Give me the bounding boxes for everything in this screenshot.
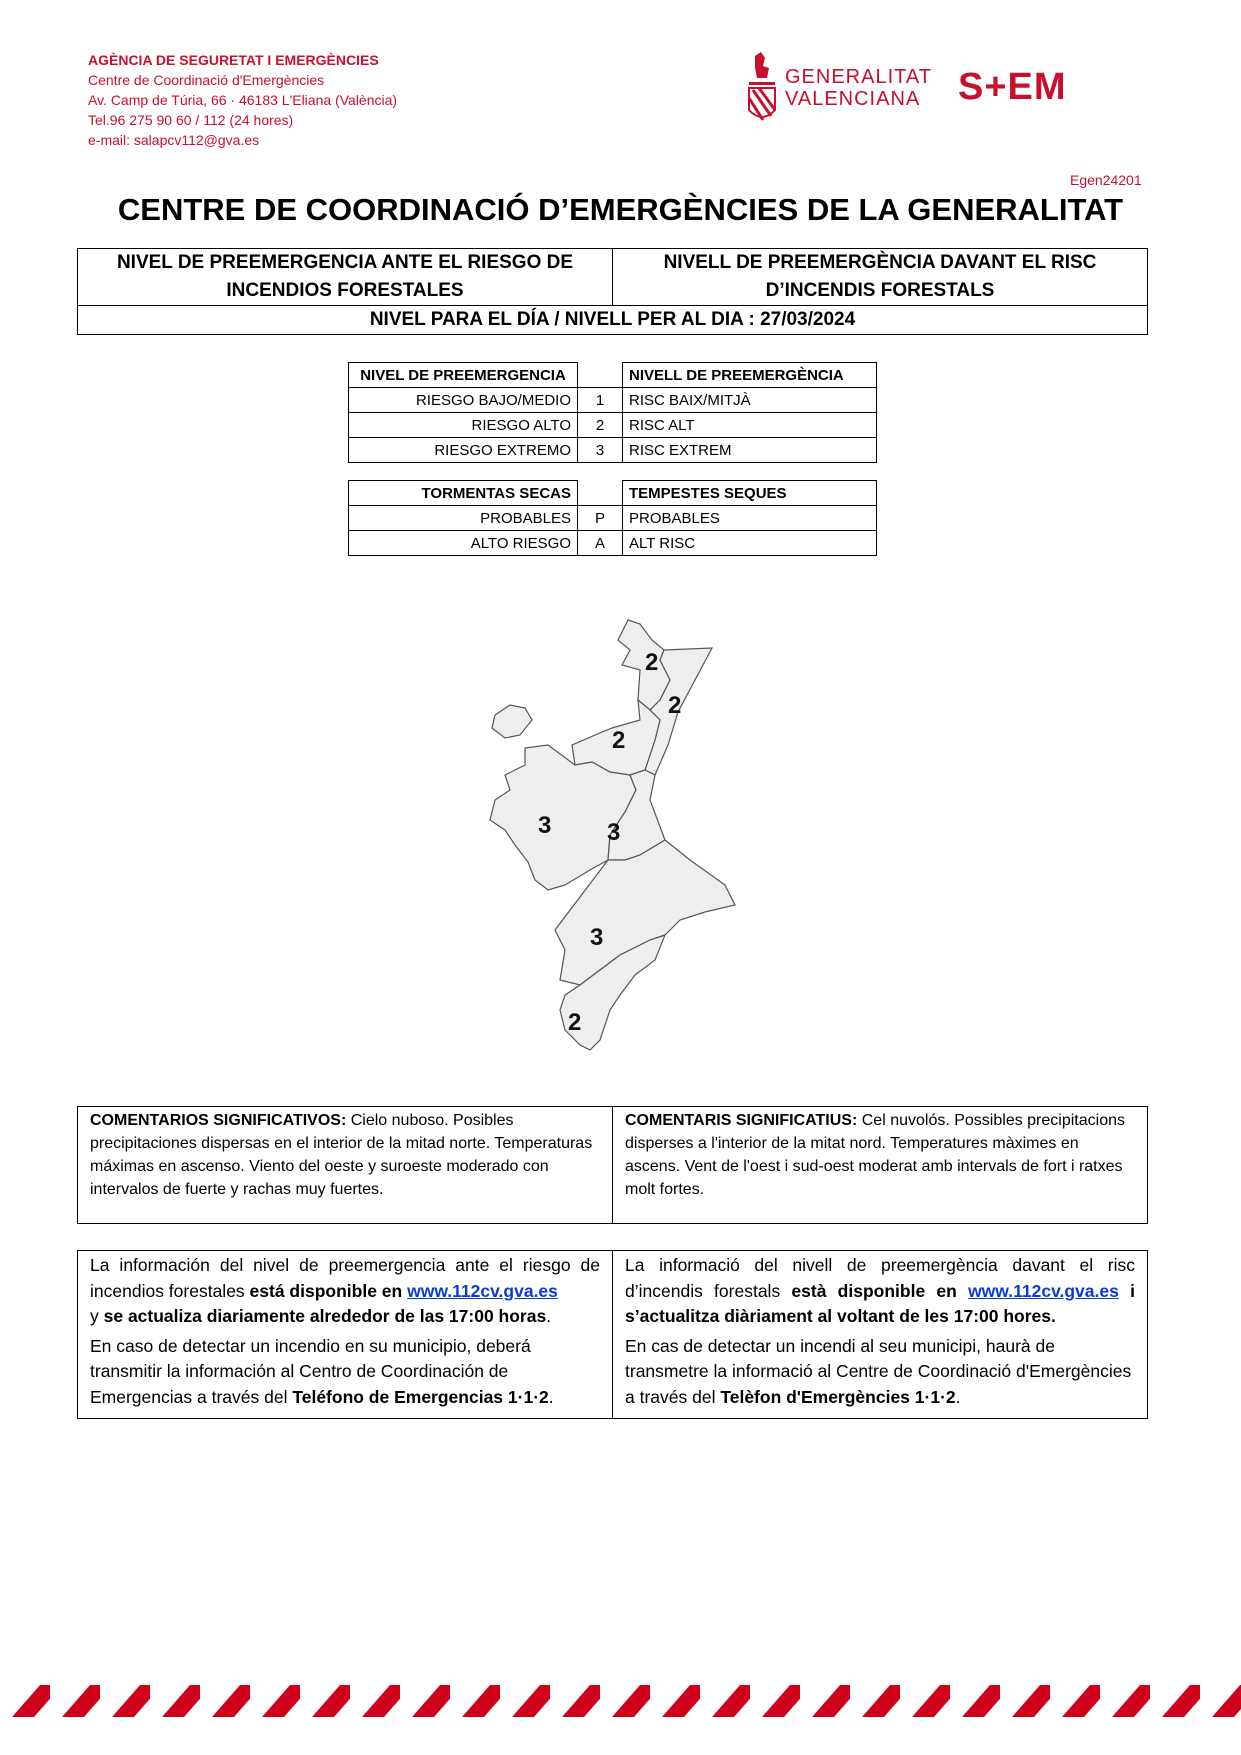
agency-center: Centre de Coordinació d'Emergències <box>88 72 325 88</box>
generalitat-line2: VALENCIANA <box>785 88 921 110</box>
website-link[interactable]: www.112cv.gva.es <box>968 1280 1119 1301</box>
storms-header-es: TORMENTAS SECAS <box>349 481 578 506</box>
agency-phone: Tel.96 275 90 60 / 112 (24 hores) <box>88 112 294 128</box>
agency-email: e-mail: salapcv112@gva.es <box>88 132 260 148</box>
levels-legend <box>348 362 877 463</box>
table-row: RIESGO BAJO/MEDIO 1 RISC BAIX/MITJÀ <box>349 388 877 413</box>
date-line: NIVEL PARA EL DÍA / NIVELL PER AL DIA : 27/03/2024 <box>78 306 1148 335</box>
header-table <box>77 248 1148 335</box>
document-code: Egen24201 <box>1070 172 1142 188</box>
website-link[interactable]: www.112cv.gva.es <box>407 1280 558 1301</box>
levels-header-va: NIVELL DE PREEMERGÈNCIA <box>623 363 877 388</box>
generalitat-line1: GENERALITAT <box>785 66 932 88</box>
header-va: NIVELL DE PREEMERGÈNCIA DAVANT EL RISC D’INCENDIS FORESTALS <box>613 249 1148 306</box>
page-title: CENTRE DE COORDINACIÓ D’EMERGÈNCIES DE LA GENERALITAT <box>117 192 1124 227</box>
table-row: RIESGO ALTO 2 RISC ALT <box>349 413 877 438</box>
generalitat-emblem-icon <box>745 52 779 124</box>
map-level-label: 2 <box>568 1009 582 1036</box>
comments-table <box>77 1106 1148 1224</box>
region-map <box>470 610 750 1080</box>
info-table <box>77 1250 1148 1419</box>
map-zone-ademuz <box>492 705 532 738</box>
map-level-label: 2 <box>645 649 659 676</box>
map-level-label: 2 <box>612 727 626 754</box>
table-row: ALTO RIESGO A ALT RISC <box>349 531 877 556</box>
map-level-label: 3 <box>590 924 604 951</box>
generalitat-logo <box>745 52 932 124</box>
footer-stripes <box>0 1685 1241 1717</box>
comments-es: COMENTARIOS SIGNIFICATIVOS: Cielo nuboso. Posibles precipitaciones dispersas en el interior de la mitad norte. Temperaturas máximas en ascenso. Viento del oeste y suroeste moderado con intervalos de fuerte y rachas muy fuertes. <box>78 1107 613 1224</box>
levels-header-es: NIVEL DE PREEMERGENCIA <box>349 363 578 388</box>
info-va: La informació del nivell de preemergència davant el risc d’incendis forestals està disponible en www.112cv.gva.es i s’actualitza diàriament al voltant de les 17:00 hores. En cas de detectar un incendi al seu municipi, haurà de transmetre la informació al Centre de Coordinació d'Emergències a través del Telèfon d'Emergències 1·1·2. <box>613 1251 1148 1419</box>
info-es: La información del nivel de preemergencia ante el riesgo de incendios forestales está disponible en www.112cv.gva.es y se actualiza diariamente alrededor de las 17:00 horas. En caso de detectar un incendio en su municipio, deberá transmitir la información al Centro de Coordinación de Emergencias a través del Teléfono de Emergencias 1·1·2. <box>78 1251 613 1419</box>
table-row: PROBABLES P PROBABLES <box>349 506 877 531</box>
comments-va: COMENTARIS SIGNIFICATIUS: Cel nuvolós. Possibles precipitacions disperses a l'interior de la mitat nord. Temperatures màximes en ascens. Vent de l'oest i sud-oest moderat amb intervals de fort i ratxes molt fortes. <box>613 1107 1148 1224</box>
agency-name: AGÈNCIA DE SEGURETAT I EMERGÈNCIES <box>88 52 379 68</box>
sem-logo: S+EM <box>958 66 1067 108</box>
map-level-label: 3 <box>538 812 552 839</box>
agency-address: Av. Camp de Túria, 66 · 46183 L'Eliana (València) <box>88 92 398 108</box>
storms-header-va: TEMPESTES SEQUES <box>623 481 877 506</box>
agency-block <box>88 50 397 150</box>
header-es: NIVEL DE PREEMERGENCIA ANTE EL RIESGO DE INCENDIOS FORESTALES <box>78 249 613 306</box>
storms-legend <box>348 480 877 556</box>
table-row: RIESGO EXTREMO 3 RISC EXTREM <box>349 438 877 463</box>
map-level-label: 2 <box>668 692 682 719</box>
map-level-label: 3 <box>607 819 621 846</box>
